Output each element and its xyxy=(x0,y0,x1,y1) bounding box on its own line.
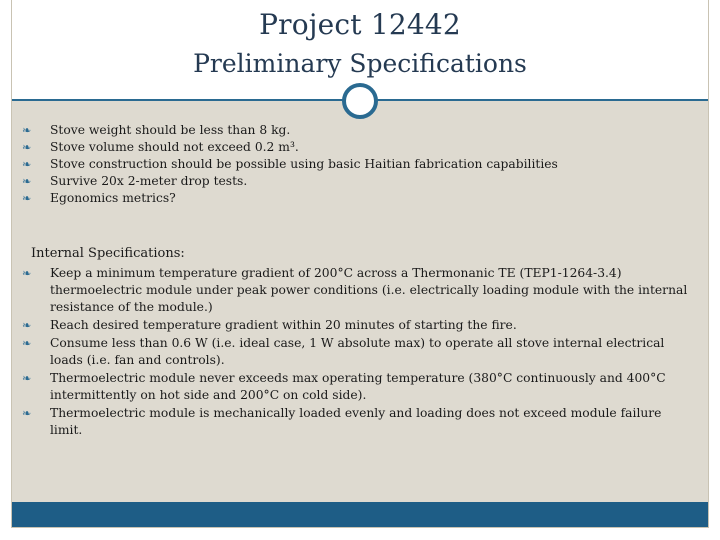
list-item xyxy=(20,405,692,439)
leaf-bullet-icon: ❧ xyxy=(22,158,32,171)
list-item-text: Keep a minimum temperature gradient of 200°C across a Thermonanic TE (TEP1-1264-3.4) thermoelectric module under peak power conditions (i.e. electrically loading module with the internal resistance of the module.) xyxy=(50,266,688,314)
list-item-text: Stove construction should be possible using basic Haitian fabrication capabilities xyxy=(50,157,558,171)
list-item xyxy=(20,190,690,207)
leaf-bullet-icon: ❧ xyxy=(22,175,32,188)
list-item xyxy=(20,265,692,316)
list-item-text: Stove weight should be less than 8 kg. xyxy=(50,123,291,137)
list-item-text: Reach desired temperature gradient within 20 minutes of starting the fire. xyxy=(50,318,517,332)
list-item xyxy=(20,139,690,156)
internal-spec-header: Internal Specifications: xyxy=(31,246,185,261)
list-item xyxy=(20,156,690,173)
leaf-bullet-icon: ❧ xyxy=(22,141,32,154)
footer-bar xyxy=(12,502,708,527)
slide-subtitle: Preliminary Specifications xyxy=(193,49,527,78)
list-item-text: Thermoelectric module never exceeds max operating temperature (380°C continuously and 400°C intermittently on hot side and 200°C on cold side). xyxy=(50,371,666,402)
list-item-text: Survive 20x 2-meter drop tests. xyxy=(50,174,248,188)
list-item-text: Stove volume should not exceed 0.2 m³. xyxy=(50,140,299,154)
list-item xyxy=(20,122,690,139)
list-item xyxy=(20,317,692,334)
leaf-bullet-icon: ❧ xyxy=(22,407,32,420)
slide-title: Project 12442 xyxy=(259,8,461,41)
leaf-bullet-icon: ❧ xyxy=(22,319,32,332)
leaf-bullet-icon: ❧ xyxy=(22,267,32,280)
general-spec-list xyxy=(20,122,690,207)
leaf-bullet-icon: ❧ xyxy=(22,192,32,205)
list-item-text: Thermoelectric module is mechanically loaded evenly and loading does not exceed module failure limit. xyxy=(50,406,662,437)
leaf-bullet-icon: ❧ xyxy=(22,124,32,137)
divider-circle-ornament xyxy=(342,83,378,119)
list-item-text: Egonomics metrics? xyxy=(50,191,176,205)
list-item xyxy=(20,335,692,369)
leaf-bullet-icon: ❧ xyxy=(22,372,32,385)
list-item xyxy=(20,173,690,190)
leaf-bullet-icon: ❧ xyxy=(22,337,32,350)
list-item xyxy=(20,370,692,404)
list-item-text: Consume less than 0.6 W (i.e. ideal case, 1 W absolute max) to operate all stove internal electrical loads (i.e. fan and controls). xyxy=(50,336,665,367)
internal-spec-list xyxy=(20,265,692,440)
